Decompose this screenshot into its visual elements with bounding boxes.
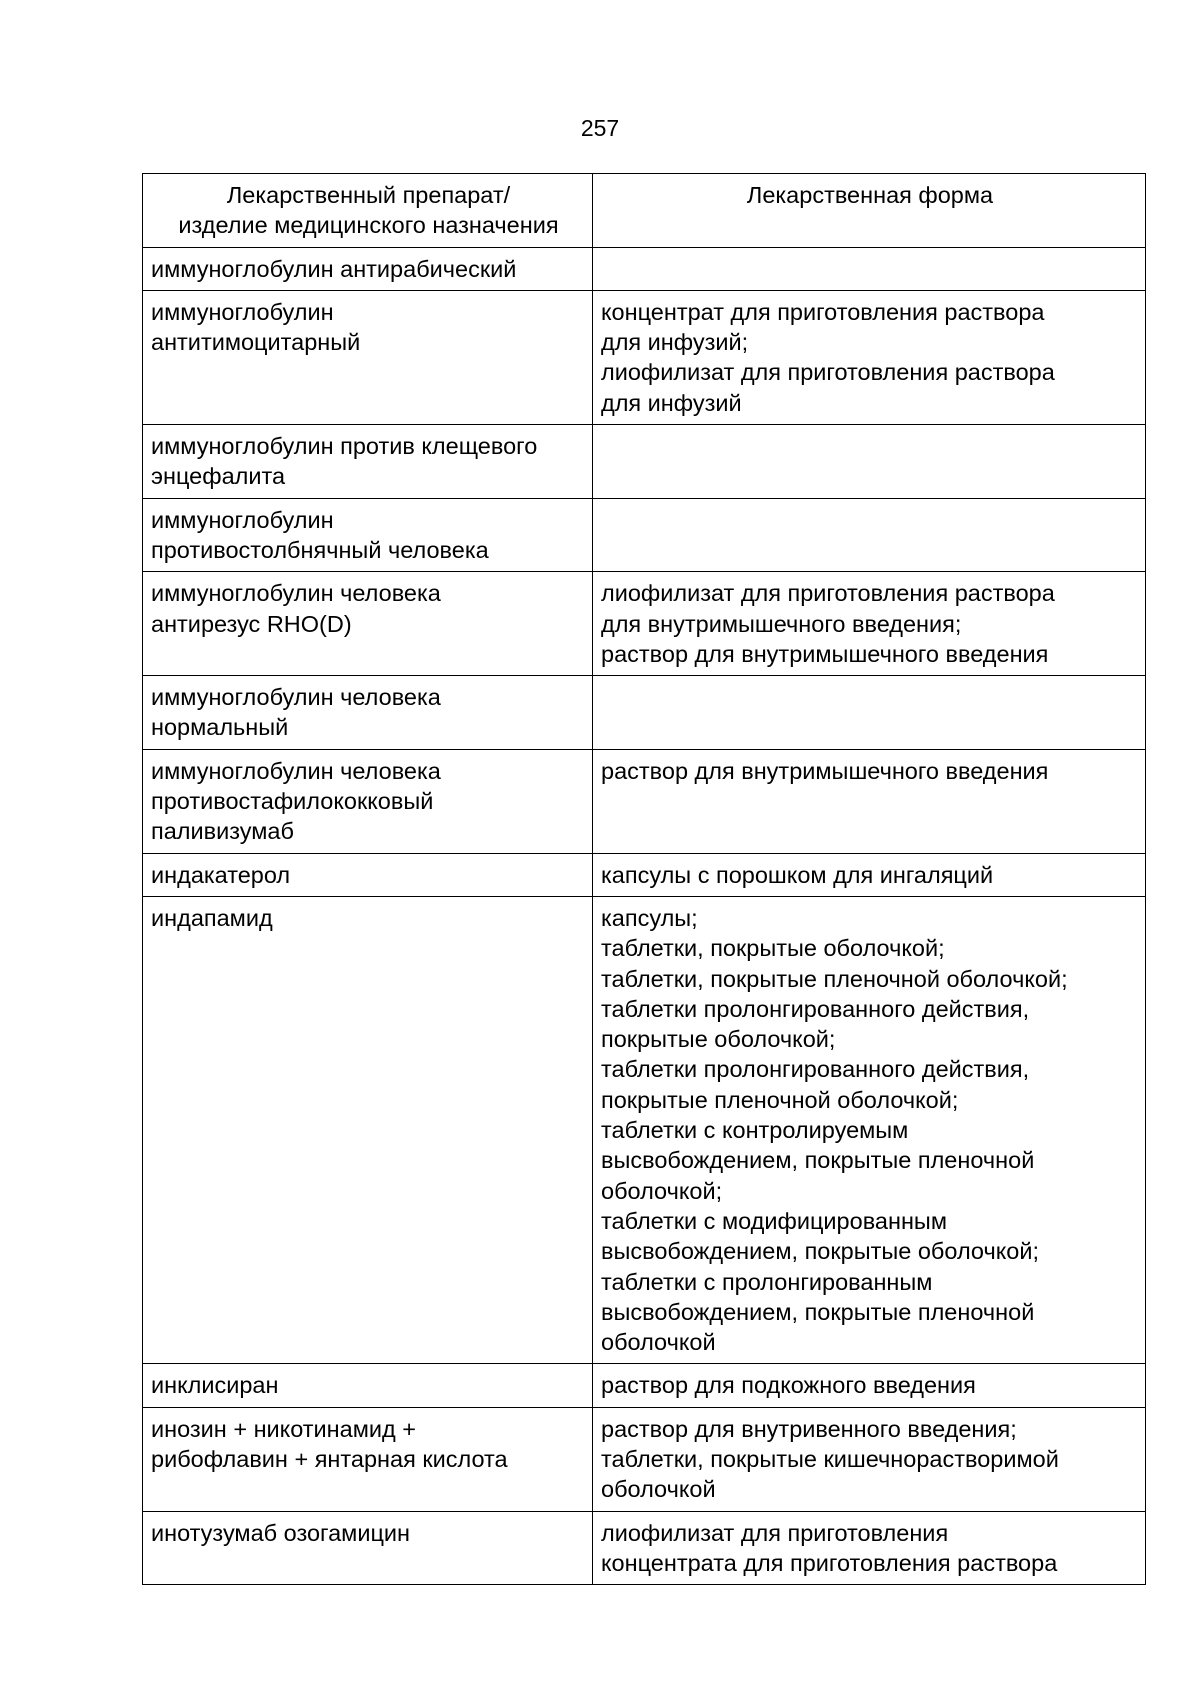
cell-text-line: рибофлавин + янтарная кислота	[151, 1445, 508, 1472]
cell-text-line: таблетки, покрытые кишечнорастворимой	[601, 1445, 1059, 1472]
cell-text-line: раствор для внутримышечного введения	[601, 757, 1049, 784]
cell-text-line: нормальный	[151, 714, 289, 741]
drug-name-cell	[143, 749, 593, 853]
cell-text-line: таблетки с модифицированным	[601, 1207, 947, 1234]
table-row	[143, 290, 1146, 424]
dosage-form-cell	[593, 290, 1146, 424]
dosage-form-cell	[593, 1407, 1146, 1511]
table-row	[143, 572, 1146, 676]
cell-text-line: оболочкой;	[601, 1177, 723, 1204]
dosage-form-cell	[593, 247, 1146, 290]
cell-text-line: иммуноглобулин	[151, 506, 334, 533]
cell-text-line: раствор для внутримышечного введения	[601, 640, 1049, 667]
dosage-form-cell	[593, 425, 1146, 499]
drug-name-cell	[143, 1364, 593, 1407]
drug-name-cell	[143, 896, 593, 1363]
cell-text-line: покрытые пленочной оболочкой;	[601, 1086, 959, 1113]
cell-text-line: индакатерол	[151, 861, 291, 888]
page-number: 257	[580, 115, 620, 141]
cell-text-line: раствор для подкожного введения	[601, 1372, 976, 1399]
header-form	[593, 174, 1146, 248]
cell-text-line: лиофилизат для приготовления раствора	[601, 359, 1055, 386]
cell-text-line: лиофилизат для приготовления	[601, 1519, 949, 1546]
table-row	[143, 676, 1146, 750]
cell-text-line: изделие медицинского назначения	[178, 212, 559, 239]
cell-text-line: оболочкой	[601, 1476, 716, 1503]
drug-name-cell	[143, 425, 593, 499]
cell-text-line: инозин + никотинамид +	[151, 1415, 416, 1442]
drug-name-cell	[143, 290, 593, 424]
cell-text-line: концентрат для приготовления раствора	[601, 298, 1045, 325]
drug-name-cell	[143, 572, 593, 676]
dosage-form-cell	[593, 676, 1146, 750]
table-row	[143, 425, 1146, 499]
cell-text-line: высвобождением, покрытые оболочкой;	[601, 1238, 1039, 1265]
drug-name-cell	[143, 676, 593, 750]
cell-text-line: инотузумаб озогамицин	[151, 1519, 411, 1546]
cell-text-line: концентрата для приготовления раствора	[601, 1549, 1058, 1576]
cell-text-line: противостолбнячный человека	[151, 536, 489, 563]
cell-text-line: энцефалита	[151, 463, 286, 490]
dosage-form-cell	[593, 749, 1146, 853]
cell-text-line: покрытые оболочкой;	[601, 1026, 836, 1053]
cell-text-line: для инфузий	[601, 389, 742, 416]
cell-text-line: лиофилизат для приготовления раствора	[601, 580, 1055, 607]
cell-text-line: высвобождением, покрытые пленочной	[601, 1298, 1035, 1325]
drug-name-cell	[143, 1407, 593, 1511]
cell-text-line: иммуноглобулин	[151, 298, 334, 325]
cell-text-line: таблетки, покрытые оболочкой;	[601, 935, 945, 962]
table-row	[143, 853, 1146, 896]
dosage-form-cell	[593, 896, 1146, 1363]
table-body	[143, 247, 1146, 1585]
drug-name-cell	[143, 498, 593, 572]
cell-text-line: инклисиран	[151, 1372, 279, 1399]
cell-text-line: иммуноглобулин против клещевого	[151, 433, 538, 460]
cell-text-line: иммуноглобулин человека	[151, 757, 441, 784]
cell-text-line: оболочкой	[601, 1329, 716, 1356]
table-row	[143, 749, 1146, 853]
dosage-form-cell	[593, 853, 1146, 896]
table-row	[143, 1364, 1146, 1407]
cell-text-line: таблетки с пролонгированным	[601, 1268, 933, 1295]
table-row	[143, 1511, 1146, 1585]
cell-text-line: иммуноглобулин человека	[151, 684, 441, 711]
cell-text-line: для инфузий;	[601, 329, 749, 356]
cell-text-line: раствор для внутривенного введения;	[601, 1415, 1017, 1442]
cell-text-line: иммуноглобулин человека	[151, 580, 441, 607]
cell-text-line: иммуноглобулин антирабический	[151, 255, 517, 282]
cell-text-line: противостафилококковый	[151, 788, 434, 815]
table-row	[143, 247, 1146, 290]
cell-text-line: антитимоцитарный	[151, 329, 361, 356]
drug-table	[142, 173, 1146, 1585]
dosage-form-cell	[593, 498, 1146, 572]
dosage-form-cell	[593, 572, 1146, 676]
cell-text-line: паливизумаб	[151, 818, 294, 845]
cell-text-line: таблетки пролонгированного действия,	[601, 995, 1030, 1022]
dosage-form-cell	[593, 1511, 1146, 1585]
table-header-row	[143, 174, 1146, 248]
drug-name-cell	[143, 853, 593, 896]
dosage-form-cell	[593, 1364, 1146, 1407]
cell-text-line: Лекарственная форма	[746, 182, 994, 208]
drug-name-cell	[143, 1511, 593, 1585]
cell-text-line: антирезус RHO(D)	[151, 610, 352, 637]
cell-text-line: Лекарственный препарат/	[226, 182, 511, 208]
cell-text-line: капсулы с порошком для ингаляций	[601, 861, 994, 888]
table-row	[143, 498, 1146, 572]
cell-text-line: высвобождением, покрытые пленочной	[601, 1147, 1035, 1174]
cell-text-line: таблетки пролонгированного действия,	[601, 1056, 1030, 1083]
header-drug	[143, 174, 593, 248]
cell-text-line: таблетки с контролируемым	[601, 1117, 909, 1144]
cell-text-line: капсулы;	[601, 904, 698, 931]
cell-text-line: таблетки, покрытые пленочной оболочкой;	[601, 965, 1068, 992]
table-row	[143, 1407, 1146, 1511]
cell-text-line: для внутримышечного введения;	[601, 610, 962, 637]
table-row	[143, 896, 1146, 1363]
cell-text-line: индапамид	[151, 904, 273, 931]
drug-name-cell	[143, 247, 593, 290]
